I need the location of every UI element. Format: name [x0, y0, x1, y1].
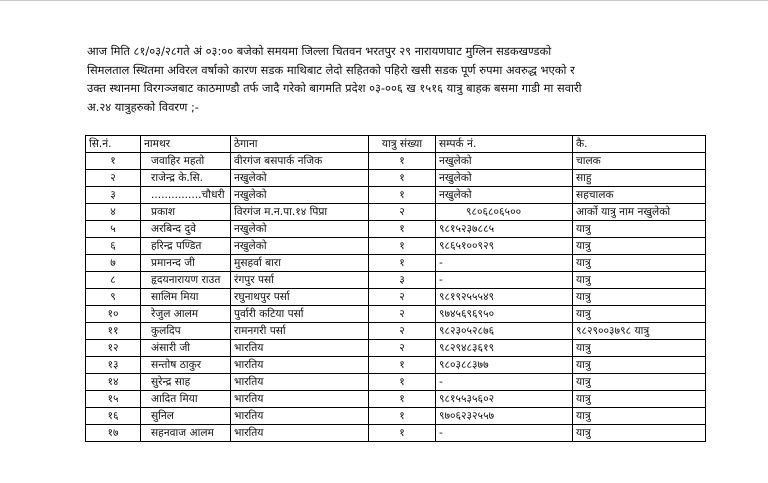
cell-address: भारतिय [231, 357, 369, 374]
cell-contact: ९८६५१००९२९ [436, 238, 573, 255]
cell-passenger-count: २ [369, 204, 436, 221]
cell-serial: ४ [86, 204, 141, 221]
table-row [86, 306, 706, 323]
cell-remark: यात्रु [573, 425, 706, 442]
cell-remark: चालक [573, 153, 706, 170]
cell-serial: १३ [86, 357, 141, 374]
cell-passenger-count: १ [369, 170, 436, 187]
cell-contact: नखुलेको [436, 153, 573, 170]
cell-passenger-count: १ [369, 221, 436, 238]
cell-address: भारतिय [231, 391, 369, 408]
cell-name: जवाहिर महतो [141, 153, 231, 170]
cell-remark: यात्रु [573, 272, 706, 289]
cell-name: सुरेन्द्र साह [141, 374, 231, 391]
cell-passenger-count: २ [369, 340, 436, 357]
cell-contact: ९७४५६९६९५० [436, 306, 573, 323]
cell-name: कुलदिप [141, 323, 231, 340]
cell-address: पुर्वारी कटिया पर्सा [231, 306, 369, 323]
cell-contact: - [436, 255, 573, 272]
cell-serial: ११ [86, 323, 141, 340]
paragraph-line: आज मिति ८१/०३/२८गते अं ०३:०० बजेको समयमा जिल्ला चितवन भरतपुर २९ नारायणघाट मुग्लिन सडकखण्डको [87, 44, 552, 58]
cell-serial: १० [86, 306, 141, 323]
table-row [86, 255, 706, 272]
cell-address: नखुलेको [231, 238, 369, 255]
cell-remark: यात्रु [573, 306, 706, 323]
cell-name: अंसारी जी [141, 340, 231, 357]
cell-contact: नखुलेको [436, 170, 573, 187]
table-row [86, 323, 706, 340]
cell-serial: ७ [86, 255, 141, 272]
table-row [86, 238, 706, 255]
page-top-border [0, 0, 768, 1]
table-row [86, 289, 706, 306]
cell-contact: ९७०६२३२५५७ [436, 408, 573, 425]
cell-passenger-count: २ [369, 289, 436, 306]
table-header-row [86, 136, 706, 153]
cell-address: रघुनाथपुर पर्सा [231, 289, 369, 306]
cell-passenger-count: १ [369, 238, 436, 255]
cell-address: विरगंज म.न.पा.१४ पिप्रा [231, 204, 369, 221]
cell-name: सन्तोष ठाकुर [141, 357, 231, 374]
cell-remark: साहु [573, 170, 706, 187]
report-paragraph [87, 42, 727, 116]
cell-remark: यात्रु [573, 408, 706, 425]
table-row [86, 221, 706, 238]
paragraph-line: अ.२४ यात्रुहरुको विवरण ;- [87, 99, 199, 114]
cell-name: रेजुल आलम [141, 306, 231, 323]
cell-remark: सहचालक [573, 187, 706, 204]
header-name: नामथर [141, 136, 231, 153]
table-row [86, 187, 706, 204]
cell-contact: ९८०६८०६५०० [436, 204, 573, 221]
paragraph-line: उक्त स्थानमा विरगञ्जबाट काठमाण्डौ तर्फ जादै गरेको बागमति प्रदेश ०३-००६ ख १५१६ यात्रु बाहक बसमा गाडी मा सवारी [87, 81, 582, 96]
cell-contact: नखुलेको [436, 187, 573, 204]
header-serial: सि.नं. [86, 136, 141, 153]
cell-address: भारतिय [231, 408, 369, 425]
cell-name: हरिन्द्र पण्डित [141, 238, 231, 255]
cell-name: आदित मिया [141, 391, 231, 408]
cell-address: नखुलेको [231, 187, 369, 204]
cell-address: मुसहर्वा बारा [231, 255, 369, 272]
cell-serial: ९ [86, 289, 141, 306]
cell-remark: यात्रु [573, 238, 706, 255]
cell-serial: ३ [86, 187, 141, 204]
cell-address: भारतिय [231, 374, 369, 391]
cell-passenger-count: ३ [369, 272, 436, 289]
table-row [86, 408, 706, 425]
cell-serial: २ [86, 170, 141, 187]
cell-serial: १७ [86, 425, 141, 442]
cell-serial: ८ [86, 272, 141, 289]
cell-name: सुनिल [141, 408, 231, 425]
cell-address: रंगपुर पर्सा [231, 272, 369, 289]
cell-passenger-count: १ [369, 408, 436, 425]
cell-serial: ६ [86, 238, 141, 255]
table-row [86, 340, 706, 357]
cell-passenger-count: १ [369, 391, 436, 408]
table-row [86, 272, 706, 289]
table-row [86, 425, 706, 442]
cell-serial: १६ [86, 408, 141, 425]
cell-address: भारतिय [231, 425, 369, 442]
passenger-table [85, 135, 706, 442]
paragraph-line: सिमलताल स्थितमा अविरल वर्षाको कारण सडक माथिबाट लेदो सहितको पहिरो खसी सडक पूर्ण रुपमा अवरुद्ध भएको र [87, 62, 575, 77]
cell-remark: यात्रु [573, 391, 706, 408]
table-row [86, 170, 706, 187]
cell-contact: - [436, 425, 573, 442]
cell-remark: यात्रु [573, 289, 706, 306]
cell-contact: - [436, 374, 573, 391]
cell-serial: ५ [86, 221, 141, 238]
header-address: ठेगाना [231, 136, 369, 153]
table-body [86, 153, 706, 442]
cell-name: ...............चौधरी [141, 187, 231, 204]
cell-serial: १ [86, 153, 141, 170]
cell-remark: यात्रु [573, 357, 706, 374]
header-passenger-count: यात्रु संख्या [369, 136, 436, 153]
table-row [86, 391, 706, 408]
cell-contact: ९८२३०५२८७६ [436, 323, 573, 340]
cell-contact: ९८१९२५५५४९ [436, 289, 573, 306]
cell-contact: ९८२९४८३६१९ [436, 340, 573, 357]
cell-contact: ९८०३८८३७७ [436, 357, 573, 374]
table-row [86, 374, 706, 391]
cell-name: अरबिन्द दुवे [141, 221, 231, 238]
cell-passenger-count: १ [369, 255, 436, 272]
cell-name: राजेन्द्र के.सि. [141, 170, 231, 187]
cell-remark: यात्रु [573, 340, 706, 357]
cell-remark: आर्को यात्रु नाम नखुलेको [573, 204, 706, 221]
cell-serial: १५ [86, 391, 141, 408]
cell-contact: - [436, 272, 573, 289]
cell-serial: १४ [86, 374, 141, 391]
cell-passenger-count: १ [369, 374, 436, 391]
cell-name: सालिम मिया [141, 289, 231, 306]
cell-passenger-count: २ [369, 323, 436, 340]
cell-address: भारतिय [231, 340, 369, 357]
cell-address: रामनगरी पर्सा [231, 323, 369, 340]
cell-remark: यात्रु [573, 374, 706, 391]
header-contact: सम्पर्क नं. [436, 136, 573, 153]
cell-address: नखुलेको [231, 221, 369, 238]
cell-name: हृदयनारायण राउत [141, 272, 231, 289]
header-remark: कै. [573, 136, 706, 153]
cell-name: प्रकाश [141, 204, 231, 221]
cell-name: प्रमानन्द जी [141, 255, 231, 272]
cell-address: नखुलेको [231, 170, 369, 187]
table-row [86, 153, 706, 170]
table-row [86, 204, 706, 221]
cell-passenger-count: १ [369, 187, 436, 204]
cell-passenger-count: १ [369, 153, 436, 170]
cell-passenger-count: २ [369, 306, 436, 323]
cell-name: सहनवाज आलम [141, 425, 231, 442]
cell-contact: ९८१५५३५६०२ [436, 391, 573, 408]
cell-passenger-count: १ [369, 357, 436, 374]
cell-address: वीरगंज बसपार्क नजिक [231, 153, 369, 170]
table-row [86, 357, 706, 374]
cell-remark: यात्रु [573, 255, 706, 272]
cell-contact: ९८१५२३७८८५ [436, 221, 573, 238]
cell-passenger-count: १ [369, 425, 436, 442]
cell-remark: ९८२९००३७९८ यात्रु [573, 323, 706, 340]
cell-serial: १२ [86, 340, 141, 357]
cell-remark: यात्रु [573, 221, 706, 238]
